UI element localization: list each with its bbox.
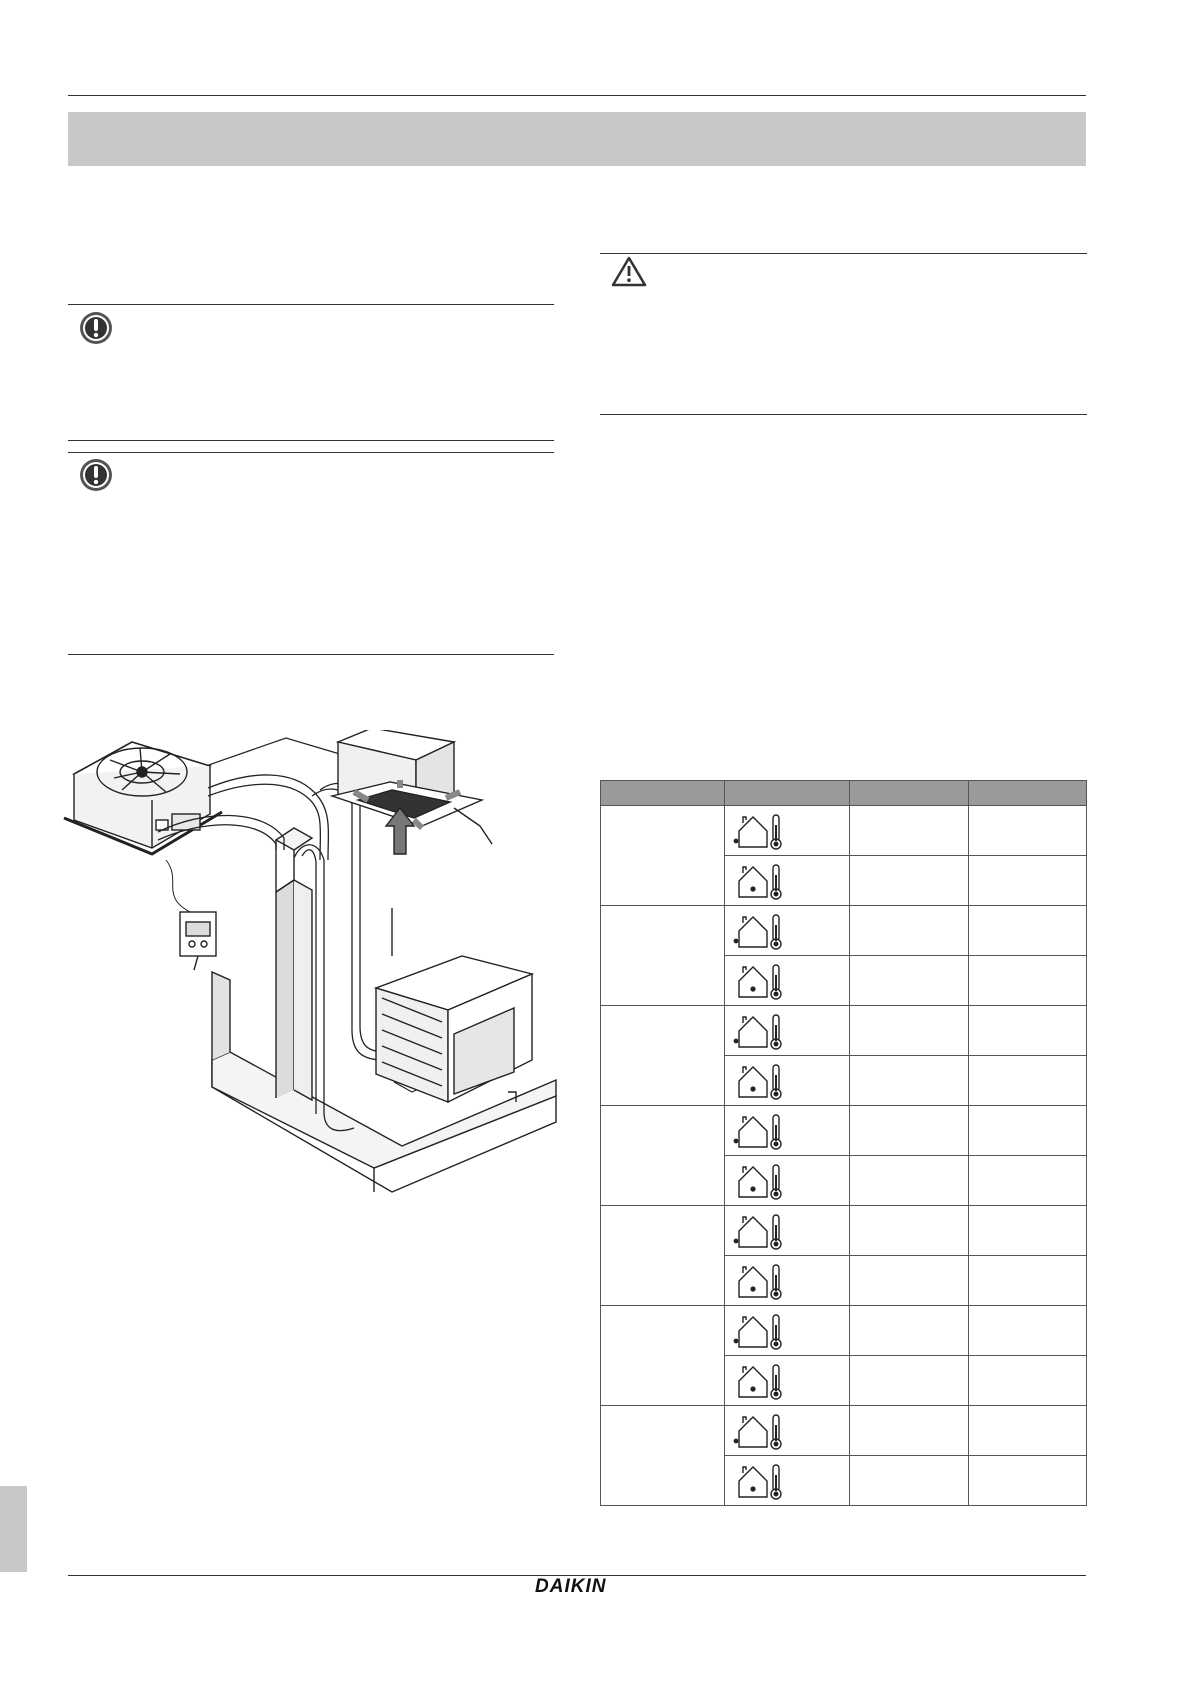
value-cell	[968, 1456, 1086, 1506]
notice-bottom-rule	[68, 440, 554, 441]
house-thermometer-indoor-icon	[725, 1156, 850, 1206]
warning-bottom-rule	[600, 414, 1087, 415]
header-rule	[68, 95, 1086, 96]
value-cell	[968, 906, 1086, 956]
exclamation-circle-icon	[79, 311, 113, 350]
house-thermometer-indoor-icon	[725, 956, 850, 1006]
value-cell	[850, 1106, 968, 1156]
value-cell	[968, 1056, 1086, 1106]
table-row	[601, 1206, 1087, 1256]
model-cell	[601, 1106, 725, 1206]
value-cell	[850, 856, 968, 906]
indoor-cassette-unit-illustration	[332, 730, 482, 854]
model-cell	[601, 806, 725, 906]
value-cell	[850, 1406, 968, 1456]
value-cell	[968, 956, 1086, 1006]
value-cell	[850, 1006, 968, 1056]
section-banner	[68, 112, 1086, 166]
table-row	[601, 1306, 1087, 1356]
exclamation-circle-icon	[79, 458, 113, 497]
value-cell	[968, 1406, 1086, 1456]
value-cell	[850, 1256, 968, 1306]
value-cell	[850, 1056, 968, 1106]
house-thermometer-indoor-icon	[725, 1256, 850, 1306]
table-header-cell	[725, 781, 850, 806]
side-thumb-tab	[0, 1486, 27, 1572]
notice-top-rule	[68, 452, 554, 453]
value-cell	[968, 1206, 1086, 1256]
house-thermometer-outdoor-icon	[725, 1406, 850, 1456]
table-header-cell	[968, 781, 1086, 806]
value-cell	[850, 956, 968, 1006]
house-thermometer-indoor-icon	[725, 856, 850, 906]
value-cell	[968, 856, 1086, 906]
table-row	[601, 906, 1087, 956]
house-thermometer-outdoor-icon	[725, 1006, 850, 1056]
model-cell	[601, 1006, 725, 1106]
house-thermometer-outdoor-icon	[725, 1306, 850, 1356]
model-cell	[601, 1306, 725, 1406]
model-cell	[601, 906, 725, 1006]
value-cell	[968, 806, 1086, 856]
value-cell	[850, 1306, 968, 1356]
warning-triangle-icon	[611, 256, 647, 292]
table-row	[601, 1006, 1087, 1056]
value-cell	[850, 1456, 968, 1506]
table-row	[601, 1106, 1087, 1156]
house-thermometer-outdoor-icon	[725, 1106, 850, 1156]
daikin-logo: DAIKIN	[535, 1576, 607, 1597]
value-cell	[850, 1356, 968, 1406]
table-header-cell	[601, 781, 725, 806]
warning-top-rule	[600, 253, 1087, 254]
house-thermometer-outdoor-icon	[725, 1206, 850, 1256]
value-cell	[850, 806, 968, 856]
house-thermometer-indoor-icon	[725, 1056, 850, 1106]
table-header-row	[601, 781, 1087, 806]
value-cell	[968, 1106, 1086, 1156]
remote-controller-illustration	[166, 860, 216, 970]
table-row	[601, 806, 1087, 856]
outdoor-unit-illustration	[376, 908, 532, 1102]
indoor-unit-top-illustration	[64, 742, 222, 854]
table-header-cell	[850, 781, 968, 806]
value-cell	[850, 906, 968, 956]
installation-diagram	[62, 730, 558, 1200]
value-cell	[968, 1156, 1086, 1206]
model-cell	[601, 1406, 725, 1506]
value-cell	[968, 1306, 1086, 1356]
model-cell	[601, 1206, 725, 1306]
value-cell	[850, 1206, 968, 1256]
house-thermometer-indoor-icon	[725, 1356, 850, 1406]
house-thermometer-outdoor-icon	[725, 806, 850, 856]
specification-table	[600, 780, 1087, 1506]
value-cell	[968, 1356, 1086, 1406]
value-cell	[968, 1006, 1086, 1056]
value-cell	[968, 1256, 1086, 1306]
notice-top-rule	[68, 304, 554, 305]
notice-bottom-rule	[68, 654, 554, 655]
house-thermometer-indoor-icon	[725, 1456, 850, 1506]
value-cell	[850, 1156, 968, 1206]
house-thermometer-outdoor-icon	[725, 906, 850, 956]
table-row	[601, 1406, 1087, 1456]
